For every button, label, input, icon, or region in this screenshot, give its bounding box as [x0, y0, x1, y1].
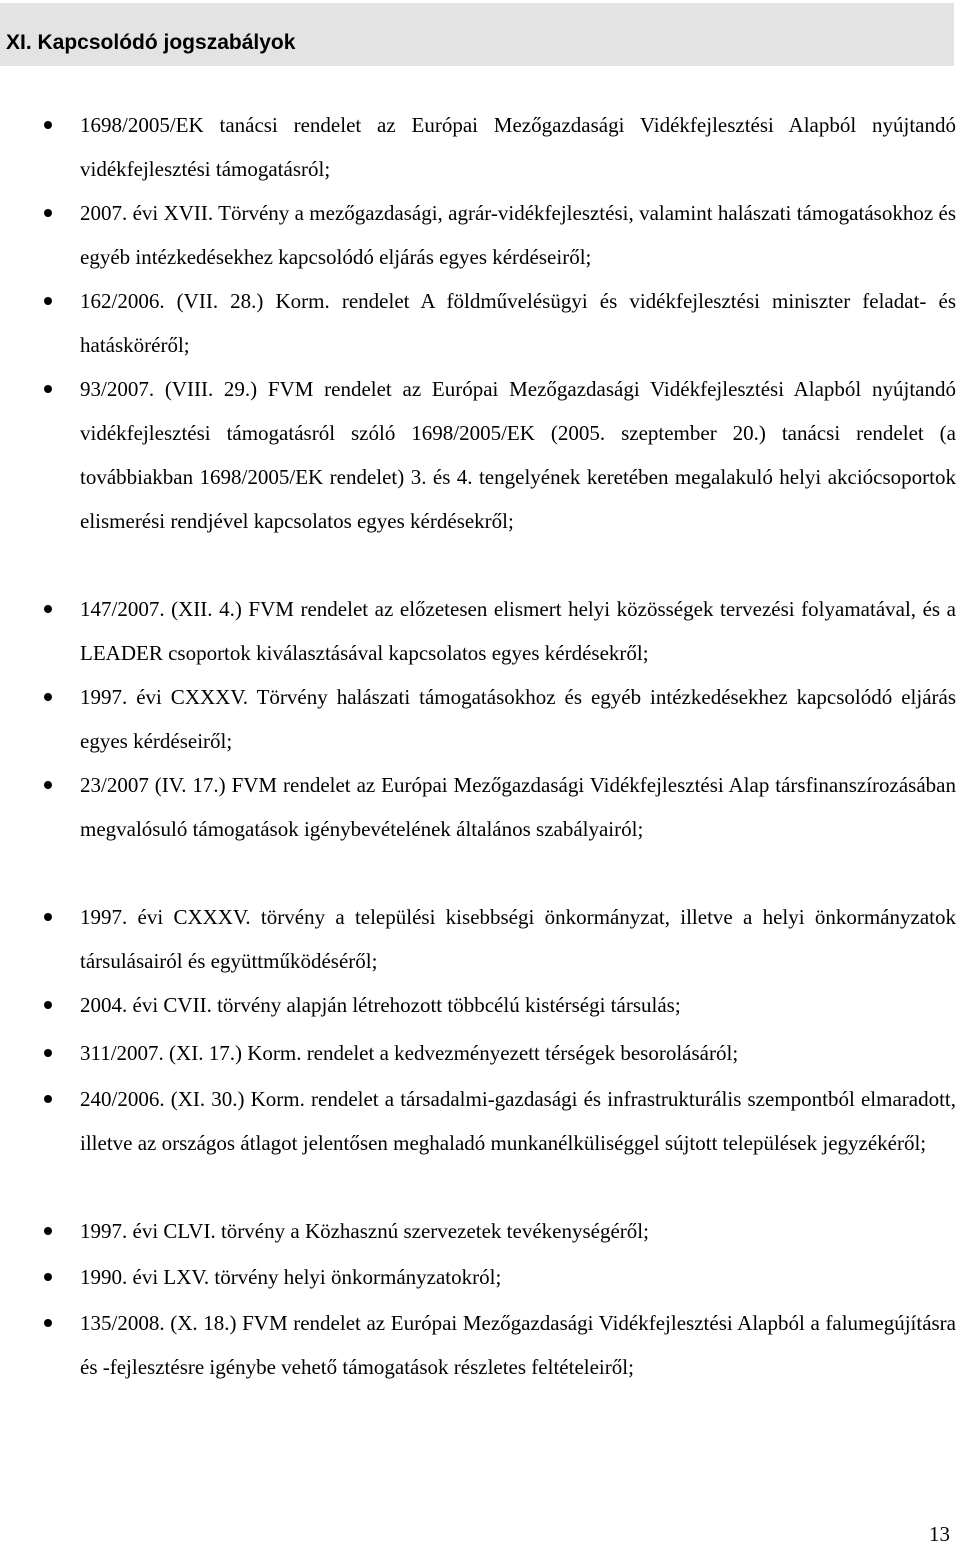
list-item: [80, 587, 956, 675]
list-item: [80, 1255, 956, 1299]
list-item: [80, 763, 956, 851]
list-item: [80, 367, 956, 543]
bullet-icon: [44, 1227, 52, 1235]
list-item: [80, 279, 956, 367]
list-item-text: 93/2007. (VIII. 29.) FVM rendelet az Európai Mezőgazdasági Vidékfejlesztési Alapból nyújtandó vidékfejlesztési támogatásról szóló 1698/2005/EK (2005. szeptember 20.) tanácsi rendelet (a továbbiakban 1698/2005/EK rendelet) 3. és 4. tengelyének keretében megalakuló helyi akciócsoportok elismerési rendjével kapcsolatos egyes kérdésekről;: [80, 377, 956, 533]
page-number: 13: [929, 1522, 950, 1546]
list-item: [80, 983, 956, 1027]
list-item-text: 23/2007 (IV. 17.) FVM rendelet az Európai Mezőgazdasági Vidékfejlesztési Alap társfinanszírozásában megvalósuló támogatások igénybevételének általános szabályairól;: [80, 773, 956, 841]
list-item-text: 2004. évi CVII. törvény alapján létrehozott többcélú kistérségi társulás;: [80, 993, 681, 1017]
list-item: [80, 1077, 956, 1165]
list-item-text: 1997. évi CXXXV. Törvény halászati támogatásokhoz és egyéb intézkedésekhez kapcsolódó eljárás egyes kérdéseiről;: [80, 685, 956, 753]
bullet-icon: [44, 781, 52, 789]
list-item: [80, 103, 956, 191]
bullet-icon: [44, 605, 52, 613]
bullet-icon: [44, 1049, 52, 1057]
bullet-icon: [44, 1273, 52, 1281]
section-heading: XI. Kapcsolódó jogszabályok: [6, 31, 296, 54]
list-item: [80, 1301, 956, 1389]
bullet-icon: [44, 121, 52, 129]
list-item-text: 1990. évi LXV. törvény helyi önkormányzatokról;: [80, 1265, 502, 1289]
list-item-text: 147/2007. (XII. 4.) FVM rendelet az előzetesen elismert helyi közösségek tervezési folyamatával, és a LEADER csoportok kiválasztásával kapcsolatos egyes kérdésekről;: [80, 597, 956, 665]
bullet-icon: [44, 1095, 52, 1103]
list-item-text: 311/2007. (XI. 17.) Korm. rendelet a kedvezményezett térségek besorolásáról;: [80, 1041, 739, 1065]
list-item-text: 2007. évi XVII. Törvény a mezőgazdasági, agrár-vidékfejlesztési, valamint halászati támogatásokhoz és egyéb intézkedésekhez kapcsolódó eljárás egyes kérdéseiről;: [80, 201, 956, 269]
list-item-text: 1997. évi CXXXV. törvény a települési kisebbségi önkormányzat, illetve a helyi önkormányzatok társulásairól és együttműködéséről;: [80, 905, 956, 973]
list-item: [80, 1209, 956, 1253]
list-item: [80, 191, 956, 279]
bullet-icon: [44, 1319, 52, 1327]
list-item-text: 240/2006. (XI. 30.) Korm. rendelet a társadalmi-gazdasági és infrastrukturális szempontból elmaradott, illetve az országos átlagot jelentősen meghaladó munkanélküliséggel sújtott települések jegyzékéről;: [80, 1087, 956, 1155]
bullet-icon: [44, 1001, 52, 1009]
bullet-icon: [44, 209, 52, 217]
bullet-icon: [44, 385, 52, 393]
list-item-text: 1997. évi CLVI. törvény a Közhasznú szervezetek tevékenységéről;: [80, 1219, 649, 1243]
list-item: [80, 675, 956, 763]
bullet-icon: [44, 297, 52, 305]
list-item: [80, 1031, 956, 1075]
list-item-text: 135/2008. (X. 18.) FVM rendelet az Európai Mezőgazdasági Vidékfejlesztési Alapból a falumegújításra és -fejlesztésre igénybe vehető támogatások részletes feltételeiről;: [80, 1311, 956, 1379]
list-item: [80, 895, 956, 983]
bullet-icon: [44, 693, 52, 701]
list-item-text: 162/2006. (VII. 28.) Korm. rendelet A földművelésügyi és vidékfejlesztési miniszter feladat- és hatásköréről;: [80, 289, 956, 357]
list-item-text: 1698/2005/EK tanácsi rendelet az Európai Mezőgazdasági Vidékfejlesztési Alapból nyújtandó vidékfejlesztési támogatásról;: [80, 113, 956, 181]
bullet-icon: [44, 913, 52, 921]
